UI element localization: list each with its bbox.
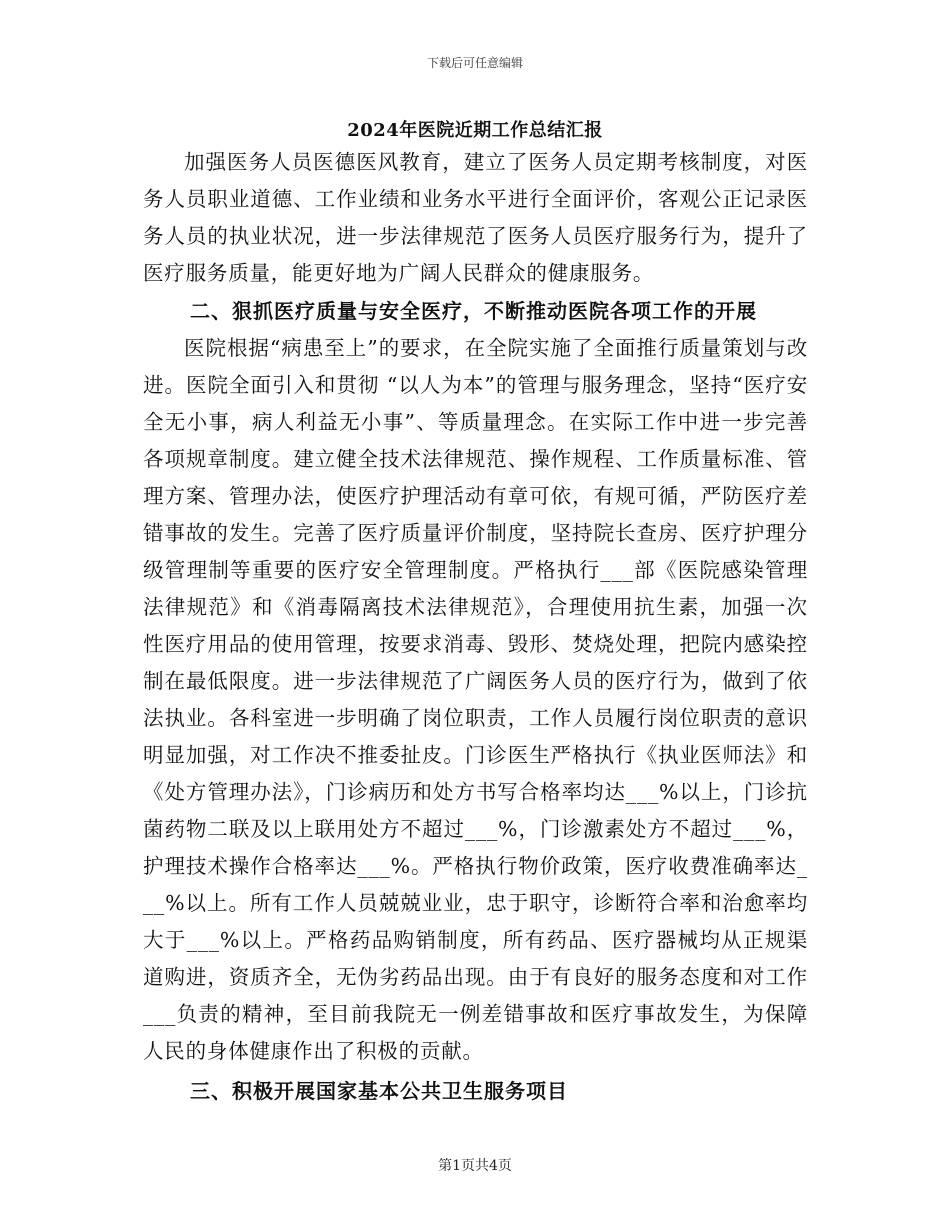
section-heading-3: 三、积极开展国家基本公共卫生服务项目 xyxy=(190,1079,568,1103)
paragraph-1: 加强医务人员医德医风教育，建立了医务人员定期考核制度，对医务人员职业道德、工作业绩和业务水平进行全面评价，客观公正记录医务人员的执业状况，进一步法律规范了医务人员医疗服务行为，提升了医疗服务质量，能更好地为广阔人民群众的健康服务。 xyxy=(143,150,808,285)
header-note: 下载后可任意编辑 xyxy=(426,56,523,70)
page-number: 第1页共4页 xyxy=(438,1158,512,1174)
section-heading-2: 二、狠抓医疗质量与安全医疗，不断推动医院各项工作的开展 xyxy=(190,299,757,323)
document-title: 2024年医院近期工作总结汇报 xyxy=(347,120,603,141)
paragraph-2: 医院根据“病患至上”的要求，在全院实施了全面推行质量策划与改进。医院全面引入和贯彻 “以人为本”的管理与服务理念，坚持“医疗安全无小事，病人利益无小事”、等质量理念。在实际工作中进一步完善各项规章制度。建立健全技术法律规范、操作规程、工作质量标准、管理方案、管理办法，使医疗护理活动有章可依，有规可循，严防医疗差错事故的发生。完善了医疗质量评价制度，坚持院长查房、医疗护理分级管理制等重要的医疗安全管理制度。严格执行___部《医院感染管理法律规范》和《消毒隔离技术法律规范》，合理使用抗生素，加强一次性医疗用品的使用管理，按要求消毒、毁形、焚烧处理，把院内感染控制在最低限度。进一步法律规范了广阔医务人员的医疗行为，做到了依法执业。各科室进一步明确了岗位职责，工作人员履行岗位职责的意识明显加强，对工作决不推委扯皮。门诊医生严格执行《执业医师法》和《处方管理办法》，门诊病历和处方书写合格率均达___%以上，门诊抗菌药物二联及以上联用处方不超过___%，门诊激素处方不超过___%，护理技术操作合格率达___%。严格执行物价政策，医疗收费准确率达___%以上。所有工作人员兢兢业业，忠于职守，诊断符合率和治愈率均大于___%以上。严格药品购销制度，所有药品、医疗器械均从正规渠道购进，资质齐全，无伪劣药品出现。由于有良好的服务态度和对工作___负责的精神，至目前我院无一例差错事故和医疗事故发生，为保障人民的身体健康作出了积极的贡献。 xyxy=(143,336,808,1063)
